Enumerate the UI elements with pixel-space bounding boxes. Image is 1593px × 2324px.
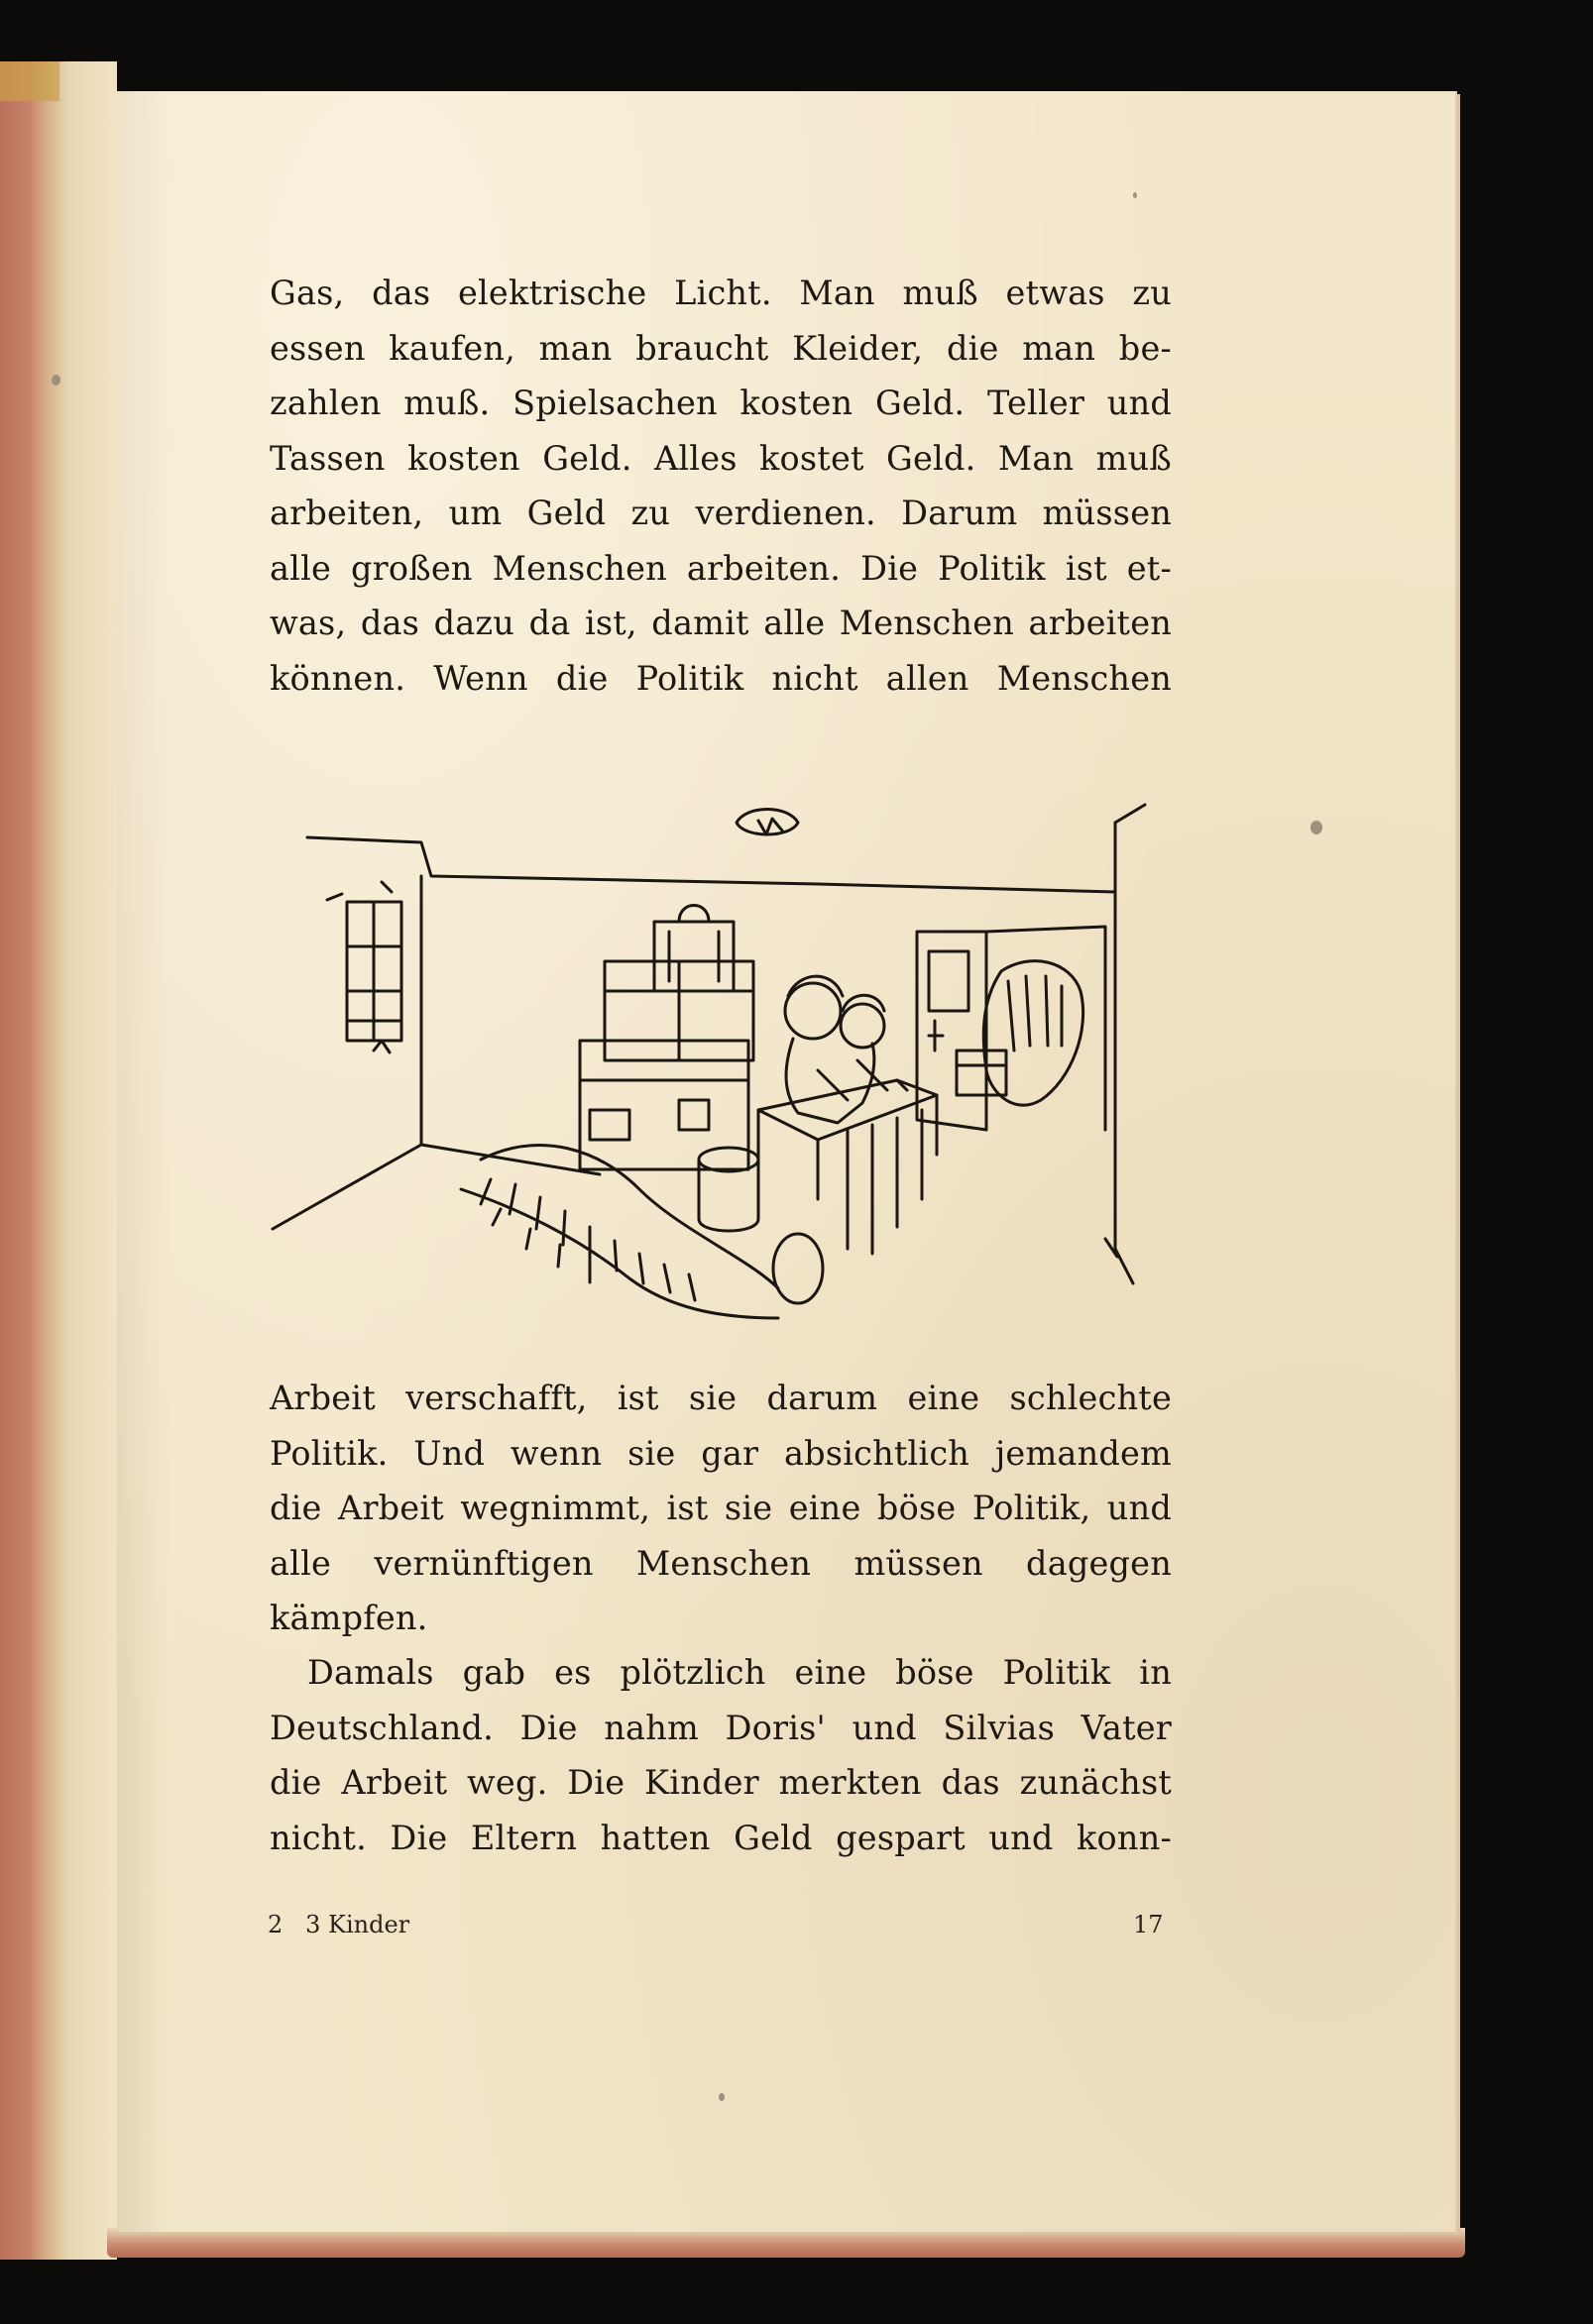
text-line: Damals gab es plötzlich eine böse Politik in	[307, 1653, 1172, 1692]
text-line: essen kaufen, man braucht Kleider, die man be-	[270, 328, 1172, 368]
book-cover-bottom-edge	[107, 2228, 1465, 2258]
paragraph-2	[270, 1371, 1172, 1646]
paper-speck	[1133, 192, 1137, 198]
text-line: kämpfen.	[270, 1599, 428, 1637]
text-line: die Arbeit wegnimmt, ist sie eine böse Politik, und	[270, 1489, 1172, 1527]
text-line: können. Wenn die Politik nicht allen Menschen	[270, 658, 1172, 698]
text-line: alle großen Menschen arbeiten. Die Politik ist et-	[270, 548, 1172, 588]
book-cover-edge	[0, 61, 117, 2260]
paper-speck	[1310, 821, 1322, 834]
text-line: was, das dazu da ist, damit alle Menschen arbeiten	[270, 604, 1172, 642]
text-line: Deutschland. Die nahm Doris' und Silvias Vater	[270, 1708, 1172, 1747]
text-line: zahlen muß. Spielsachen kosten Geld. Teller und	[270, 384, 1172, 422]
text-line: Gas, das elektrische Licht. Man muß etwas zu	[270, 274, 1172, 312]
text-line: arbeiten, um Geld zu verdienen. Darum müssen	[270, 494, 1172, 532]
text-line: alle vernünftigen Menschen müssen dagegen	[270, 1543, 1172, 1583]
paper-speck	[719, 2093, 725, 2101]
text-line: Tassen kosten Geld. Alles kostet Geld. Man muß	[270, 438, 1172, 478]
paper-speck	[52, 375, 60, 386]
paragraph-1	[270, 266, 1172, 706]
text-line: Politik. Und wenn sie gar absichtlich jemandem	[270, 1433, 1172, 1473]
text-line: nicht. Die Eltern hatten Geld gespart und konn-	[270, 1818, 1172, 1857]
signature-mark: 2 3 Kinder	[268, 1911, 410, 1938]
text-line: Arbeit verschafft, ist sie darum eine schlechte	[270, 1379, 1172, 1417]
page-number: 17	[1133, 1911, 1164, 1938]
text-line: die Arbeit weg. Die Kinder merkten das zunächst	[270, 1763, 1172, 1802]
paragraph-3	[270, 1645, 1172, 1865]
room-illustration	[263, 783, 1170, 1338]
